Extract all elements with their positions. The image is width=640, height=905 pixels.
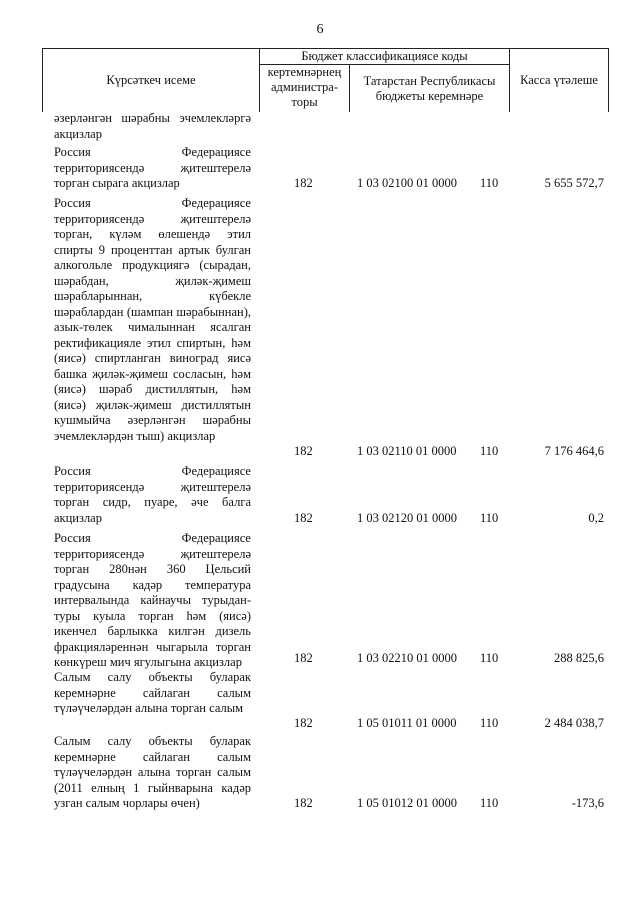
row-budget-code: 1 03 02120 01 0000 [357, 511, 457, 525]
row-budget-code: 1 03 02110 01 0000 [357, 444, 457, 458]
row-cash-value: -173,6 [571, 796, 604, 810]
row-indicator-name: Россия Федерациясе территориясендә җитештерелә торган сырага акцизлар [54, 145, 251, 190]
row-cash-value: 7 176 464,6 [544, 444, 604, 458]
row-budget-code: 1 03 02210 01 0000 [357, 651, 457, 665]
page-number: 6 [316, 22, 324, 37]
header-republic-budget-revenue: Татарстан Республикасы бюджеты керемнәре [350, 65, 510, 112]
row-admin-code: 182 [294, 444, 313, 458]
row-indicator-name: Салым салу объекты буларак керемнәрне сайлаган салым түләүчеләрдән алына торган салым (2011 елның 1 гыйнварына кадәр узган салым чорлары өчен) [54, 734, 251, 810]
row-admin-code: 182 [294, 511, 313, 525]
continuation-text: әзерләнгән шәрабны эчемлекләргә акцизлар [54, 111, 251, 141]
header-administrator: кертемнәрнең администра-торы [260, 65, 350, 112]
row-cash-value: 0,2 [588, 511, 604, 525]
row-indicator-name: Салым салу объекты буларак керемнәрне сайлаган салым түләүчеләрдән алына торган салым [54, 670, 251, 715]
row-subcode: 110 [480, 176, 499, 190]
row-subcode: 110 [480, 796, 499, 810]
row-indicator-name: Россия Федерациясе территориясендә җитештерелә торган, күләм өлешендә этил спирты 9 проценттан артык булган алкогольле продукциягә (сырадан, шәрабдан, җиләк-җимеш шәрабларыннан, күбекле шәраблардан (шампан шәрабыннан), азык-төлек чималыннан ясалган ректификацияле этил спиртын, һәм (яисә) спиртлангaн виноград яисә башка җиләк-җимеш сосласын, һәм (яисә) шәраб дистиллятын, һәм (яисә) җиләк-җимеш дистиллятын кушмыйча әзерләнгән шәрабны эчемлекләрдән тыш) акцизлар [54, 196, 251, 443]
header-indicator-name: Күрсәткеч исеме [43, 49, 260, 112]
row-subcode: 110 [480, 716, 499, 730]
header-cash-execution: Касса үтәлеше [520, 73, 598, 87]
row-indicator-name: Россия Федерациясе территориясендә җитештерелә торган сидр, пуаре, әче балга акцизлар [54, 464, 251, 525]
header-budget-classification: Бюджет классификациясе коды [260, 49, 510, 65]
row-cash-value: 288 825,6 [554, 651, 604, 665]
table-header [42, 48, 609, 112]
row-admin-code: 182 [294, 651, 313, 665]
row-budget-code: 1 05 01012 01 0000 [357, 796, 457, 810]
row-subcode: 110 [480, 444, 499, 458]
row-admin-code: 182 [294, 716, 313, 730]
row-cash-value: 2 484 038,7 [544, 716, 604, 730]
row-budget-code: 1 05 01011 01 0000 [357, 716, 457, 730]
row-subcode: 110 [480, 511, 499, 525]
row-budget-code: 1 03 02100 01 0000 [357, 176, 457, 190]
row-admin-code: 182 [294, 176, 313, 190]
row-cash-value: 5 655 572,7 [544, 176, 604, 190]
row-admin-code: 182 [294, 796, 313, 810]
row-subcode: 110 [480, 651, 499, 665]
row-indicator-name: Россия Федерациясе территориясендә җитештерелә торган 280нән 360 Цельсий градусына кадәр температура интервалында кайнаучы турыдан-туры куыла торган һәм (яисә) икенчел барлыкка килгән дизель фракцияләреннән чыгарыла торган көнкүреш мич ягулыгына акцизлар [54, 531, 251, 669]
